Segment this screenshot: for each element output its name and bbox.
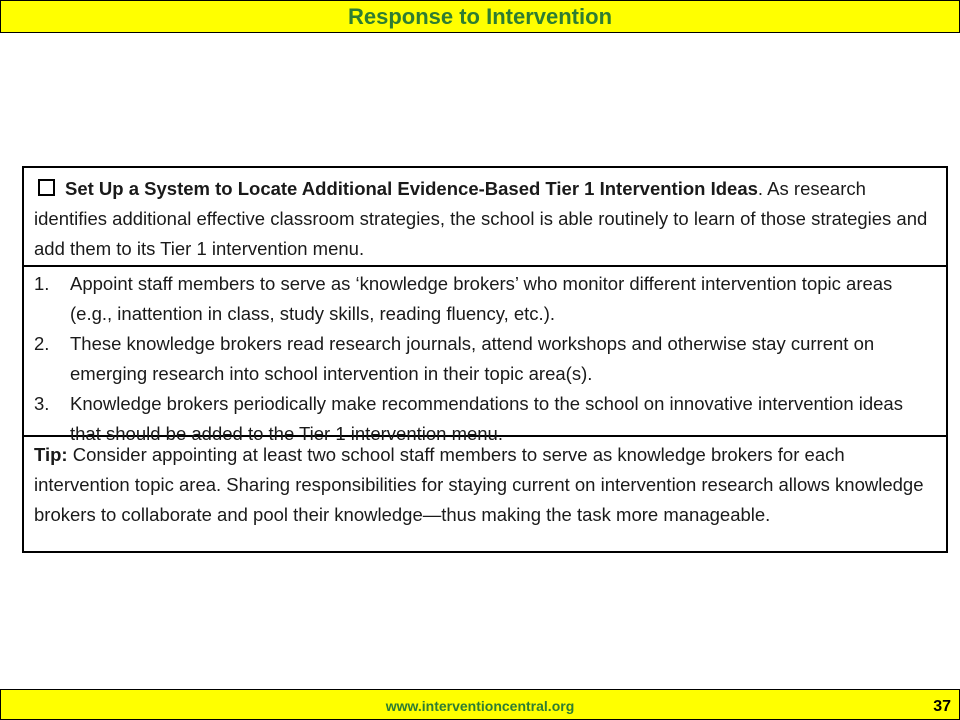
checklist-description: As research identifies additional effective classroom strategies, the school is able routinely to learn of those strategies and add them to its Tier 1 intervention menu. [34,178,928,259]
checklist-heading-period: . [757,178,764,199]
steps-list [24,267,946,444]
step-number: 1. [34,273,50,294]
list-item [34,329,936,389]
step-text: Appoint staff members to serve as ‘knowledge brokers’ who monitor different intervention topic areas (e.g., inattention in class, study skills, reading fluency, etc.). [70,273,893,324]
step-text: Knowledge brokers periodically make recommendations to the school on innovative intervention ideas that should be added to the Tier 1 intervention menu. [70,393,903,444]
footer-bar [0,689,960,720]
tip-text: Consider appointing at least two school staff members to serve as knowledge brokers for each intervention topic area. Sharing responsibilities for staying current on intervention research allows knowledge brokers to collaborate and pool their knowledge—thus making the task more manageable. [34,444,924,525]
checklist-intro [24,168,946,267]
header-bar [0,0,960,33]
step-number: 3. [34,393,50,414]
tip-label: Tip: [34,444,68,465]
footer-url: www.interventioncentral.org [385,698,575,714]
tip-section [24,437,946,530]
checklist-box [22,166,948,553]
step-number: 2. [34,333,50,354]
page-number: 37 [933,698,951,715]
list-item [34,269,936,329]
checkbox-icon[interactable] [38,179,55,196]
step-text: These knowledge brokers read research journals, attend workshops and otherwise stay current on emerging research into school intervention in their topic area(s). [70,333,875,384]
checklist-heading: Set Up a System to Locate Additional Evidence-Based Tier 1 Intervention Ideas [65,178,758,199]
page-title: Response to Intervention [347,3,613,29]
